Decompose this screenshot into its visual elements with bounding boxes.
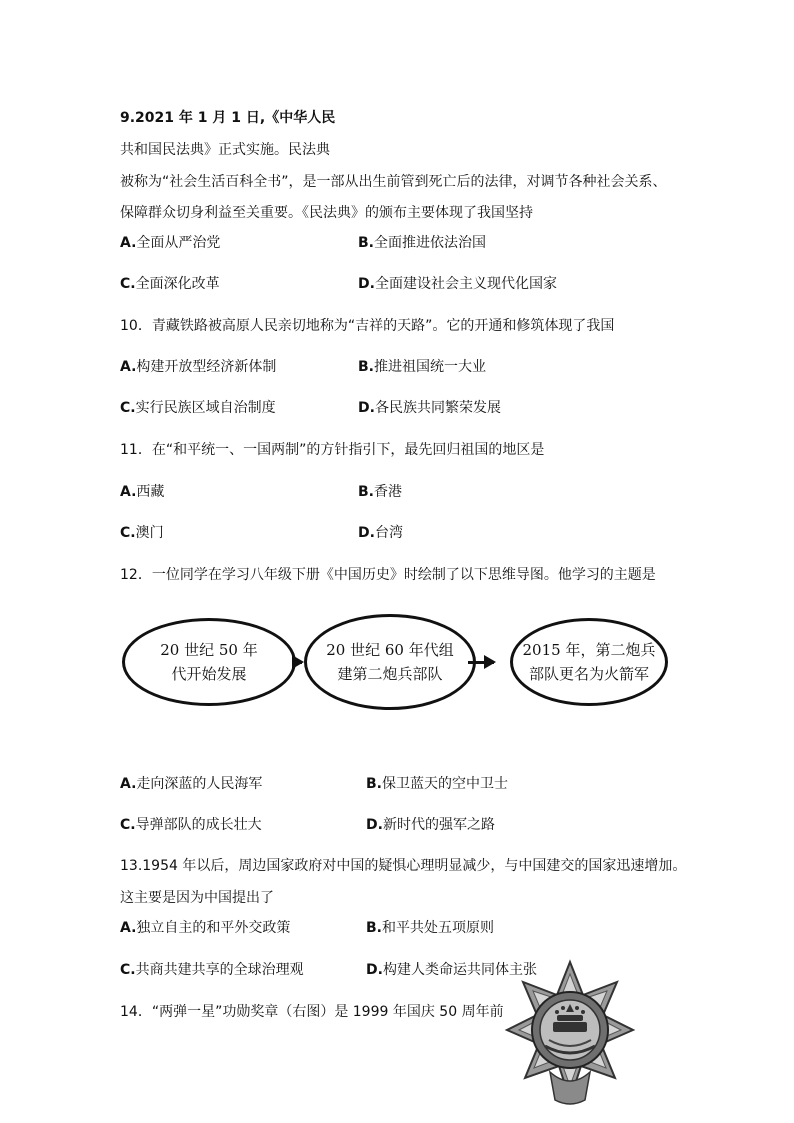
q9-stem-line3: 被称为“社会生活百科全书”，是一部从出生前管到死亡后的法律，对调节各种社会关系、 [120, 174, 667, 190]
q9-option-b: B.全面推进依法治国 [358, 235, 486, 251]
q11-option-d: D.台湾 [358, 525, 403, 541]
q13-option-a: A.独立自主的和平外交政策 [120, 920, 291, 936]
arrow-1-icon [298, 661, 302, 664]
q9-option-d: D.全面建设社会主义现代化国家 [358, 276, 557, 292]
q13-option-b: B.和平共处五项原则 [366, 920, 494, 936]
q12-option-d: D.新时代的强军之路 [366, 817, 495, 833]
medal-image [505, 960, 635, 1110]
q14-stem: 14．“两弹一星”功勋奖章（右图）是 1999 年国庆 50 周年前 [120, 1004, 504, 1020]
q9-stem-line1: 9.2021 年 1 月 1 日,《中华人民 [120, 110, 336, 126]
q12-option-c: C.导弹部队的成长壮大 [120, 817, 262, 833]
q11-option-c: C.澳门 [120, 525, 164, 541]
q12-option-b: B.保卫蓝天的空中卫士 [366, 776, 508, 792]
q12-option-a: A.走向深蓝的人民海军 [120, 776, 263, 792]
q10-option-a: A.构建开放型经济新体制 [120, 359, 277, 375]
q12-stem: 12．一位同学在学习八年级下册《中国历史》时绘制了以下思维导图。他学习的主题是 [120, 567, 656, 583]
q11-option-a: A.西藏 [120, 484, 165, 500]
q9-option-a: A.全面从严治党 [120, 235, 221, 251]
q13-option-d: D.构建人类命运共同体主张 [366, 962, 537, 978]
q10-stem: 10．青藏铁路被高原人民亲切地称为“吉祥的天路”。它的开通和修筑体现了我国 [120, 318, 615, 334]
q13-stem-line2: 这主要是因为中国提出了 [120, 890, 274, 906]
q9-stem-line2: 共和国民法典》正式实施。民法典 [120, 142, 330, 158]
mind-map-node-3: 2015 年，第二炮兵 部队更名为火箭军 [510, 618, 668, 706]
q13-option-c: C.共商共建共享的全球治理观 [120, 962, 304, 978]
arrow-2-icon [468, 661, 494, 664]
q10-option-b: B.推进祖国统一大业 [358, 359, 486, 375]
mind-map-node-2: 20 世纪 60 年代组 建第二炮兵部队 [304, 614, 476, 710]
q9-stem-line4: 保障群众切身利益至关重要。《民法典》的颁布主要体现了我国坚持 [120, 205, 533, 221]
q11-stem: 11．在“和平统一、一国两制”的方针指引下，最先回归祖国的地区是 [120, 442, 545, 458]
q13-stem-line1: 13.1954 年以后，周边国家政府对中国的疑惧心理明显减少，与中国建交的国家迅速增加。 [120, 858, 687, 874]
q10-option-c: C.实行民族区域自治制度 [120, 400, 276, 416]
q10-option-d: D.各民族共同繁荣发展 [358, 400, 501, 416]
q11-option-b: B.香港 [358, 484, 402, 500]
mind-map-node-1: 20 世纪 50 年 代开始发展 [122, 618, 296, 706]
q9-option-c: C.全面深化改革 [120, 276, 220, 292]
mind-map-diagram [118, 612, 656, 712]
